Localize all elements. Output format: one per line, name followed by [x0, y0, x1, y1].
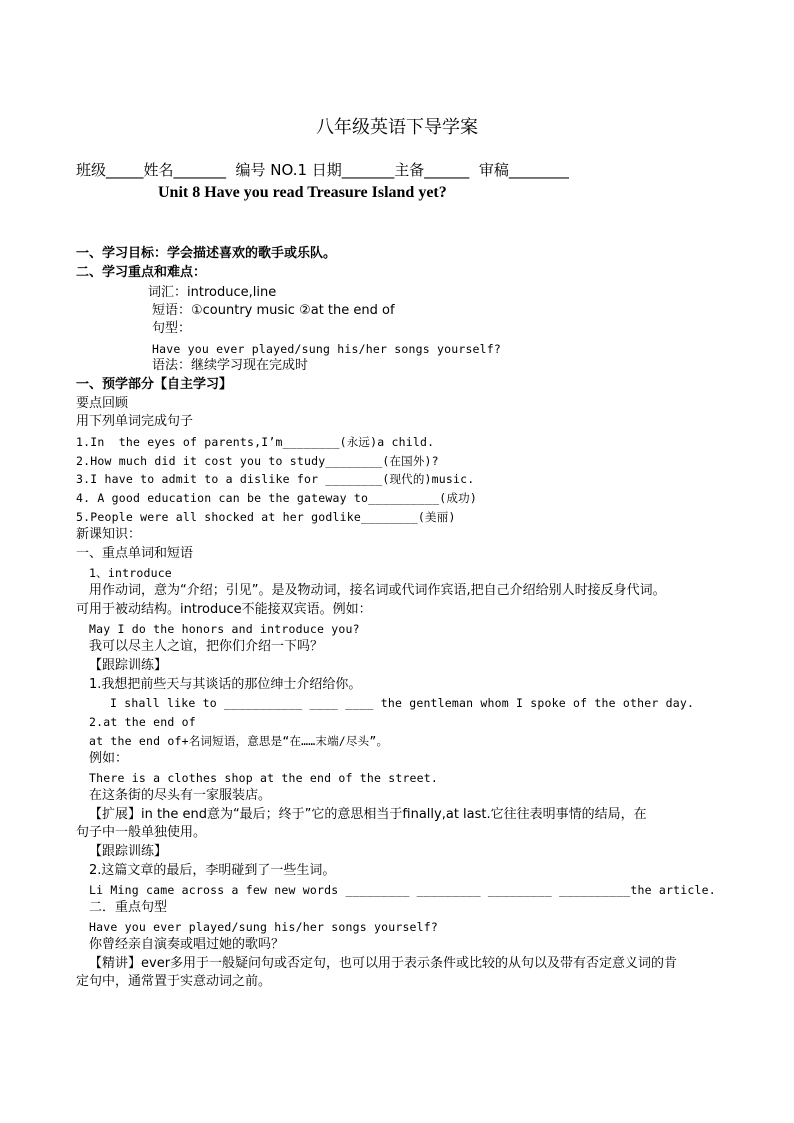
learning-goal: 一、学习目标：学会描述喜欢的歌手或乐队。	[76, 246, 337, 261]
review-label: 要点回顾	[76, 396, 129, 411]
expand-2: 句子中一般单独使用。	[76, 825, 207, 840]
word-2-desc: at the end of+名词短语，意思是“在……末端/尽头”。	[89, 734, 389, 748]
exercise-item-2: 2.How much did it cost you to study________(在国外)?	[76, 454, 439, 468]
phrases-line: 短语：①country music ②at the end of	[152, 303, 395, 318]
word-1-desc-2: 可用于被动结构。introduce不能接双宾语。例如：	[76, 602, 372, 617]
exercise-item-3: 3.I have to admit to a dislike for ________(现代的)music.	[76, 472, 475, 486]
expand-1: 【扩展】in the end意为“最后；终于”它的意思相当于finally,at last.它往往表明事情的结局，在	[89, 807, 647, 822]
practice-1-cn: 1.我想把前些天与其谈话的那位绅士介绍给你。	[89, 677, 362, 692]
sentence-en: Have you ever played/sung his/her songs yourself?	[89, 920, 439, 934]
sentence-label: 句型：	[152, 321, 192, 336]
practice-label-2: 【跟踪训练】	[89, 844, 168, 859]
instruction-line: 用下列单词完成句子	[76, 414, 194, 429]
word-2-example-label: 例如：	[89, 751, 129, 766]
unit-title: Unit 8 Have you read Treasure Island yet?	[158, 184, 447, 201]
vocab-line: 词汇：introduce,line	[148, 285, 277, 300]
page-title: 八年级英语下导学案	[316, 117, 478, 137]
explain-1: 【精讲】ever多用于一般疑问句或否定句，也可以用于表示条件或比较的从句以及带有否定意义词的肯	[89, 956, 678, 971]
word-2-title: 2.at the end of	[89, 715, 196, 729]
grammar-line: 语法：继续学习现在完成时	[152, 358, 309, 373]
exercise-item-5: 5.People were all shocked at her godlike________(美丽)	[76, 510, 456, 524]
practice-2-en: Li Ming came across a few new words _________ _________ _________ __________the article.	[89, 883, 716, 897]
practice-1-en: I shall like to ___________ ____ ____ the gentleman whom I spoke of the other day.	[110, 696, 695, 710]
practice-label-1: 【跟踪训练】	[89, 658, 168, 673]
explain-2: 定句中，通常置于实意动词之前。	[76, 974, 272, 989]
sentence-pattern: Have you ever played/sung his/her songs yourself?	[152, 342, 502, 356]
exercise-item-4: 4. A good education can be the gateway to__________(成功)	[76, 491, 477, 505]
sentence-cn: 你曾经亲自演奏或唱过她的歌吗？	[89, 937, 285, 952]
practice-2-cn: 2.这篇文章的最后，李明碰到了一些生词。	[89, 863, 336, 878]
word-1-example-en: May I do the honors and introduce you?	[89, 622, 360, 636]
sentence-heading: 二．重点句型	[89, 900, 168, 915]
word-1-example-cn: 我可以尽主人之谊，把你们介绍一下吗？	[89, 639, 324, 654]
new-lesson-label: 新课知识：	[76, 527, 142, 542]
word-2-example-en: There is a clothes shop at the end of the street.	[89, 771, 439, 785]
info-line: 班级_____姓名_______ 编号 NO.1 日期_______主备______ 审稿________	[76, 161, 569, 179]
word-2-example-cn: 在这条街的尽头有一家服装店。	[89, 788, 272, 803]
word-1-desc-1: 用作动词，意为“介绍；引见”。是及物动词，接名词或代词作宾语,把自己介绍给别人时接反身代词。	[89, 583, 666, 598]
exercise-item-1: 1.In the eyes of parents,I’m________(永远)a child.	[76, 435, 435, 449]
preview-heading: 一、预学部分【自主学习】	[76, 377, 233, 392]
word-1-title: 1、introduce	[89, 566, 172, 580]
keypoints-heading: 二、学习重点和难点：	[76, 265, 207, 280]
new-lesson-heading: 一、重点单词和短语	[76, 546, 194, 561]
